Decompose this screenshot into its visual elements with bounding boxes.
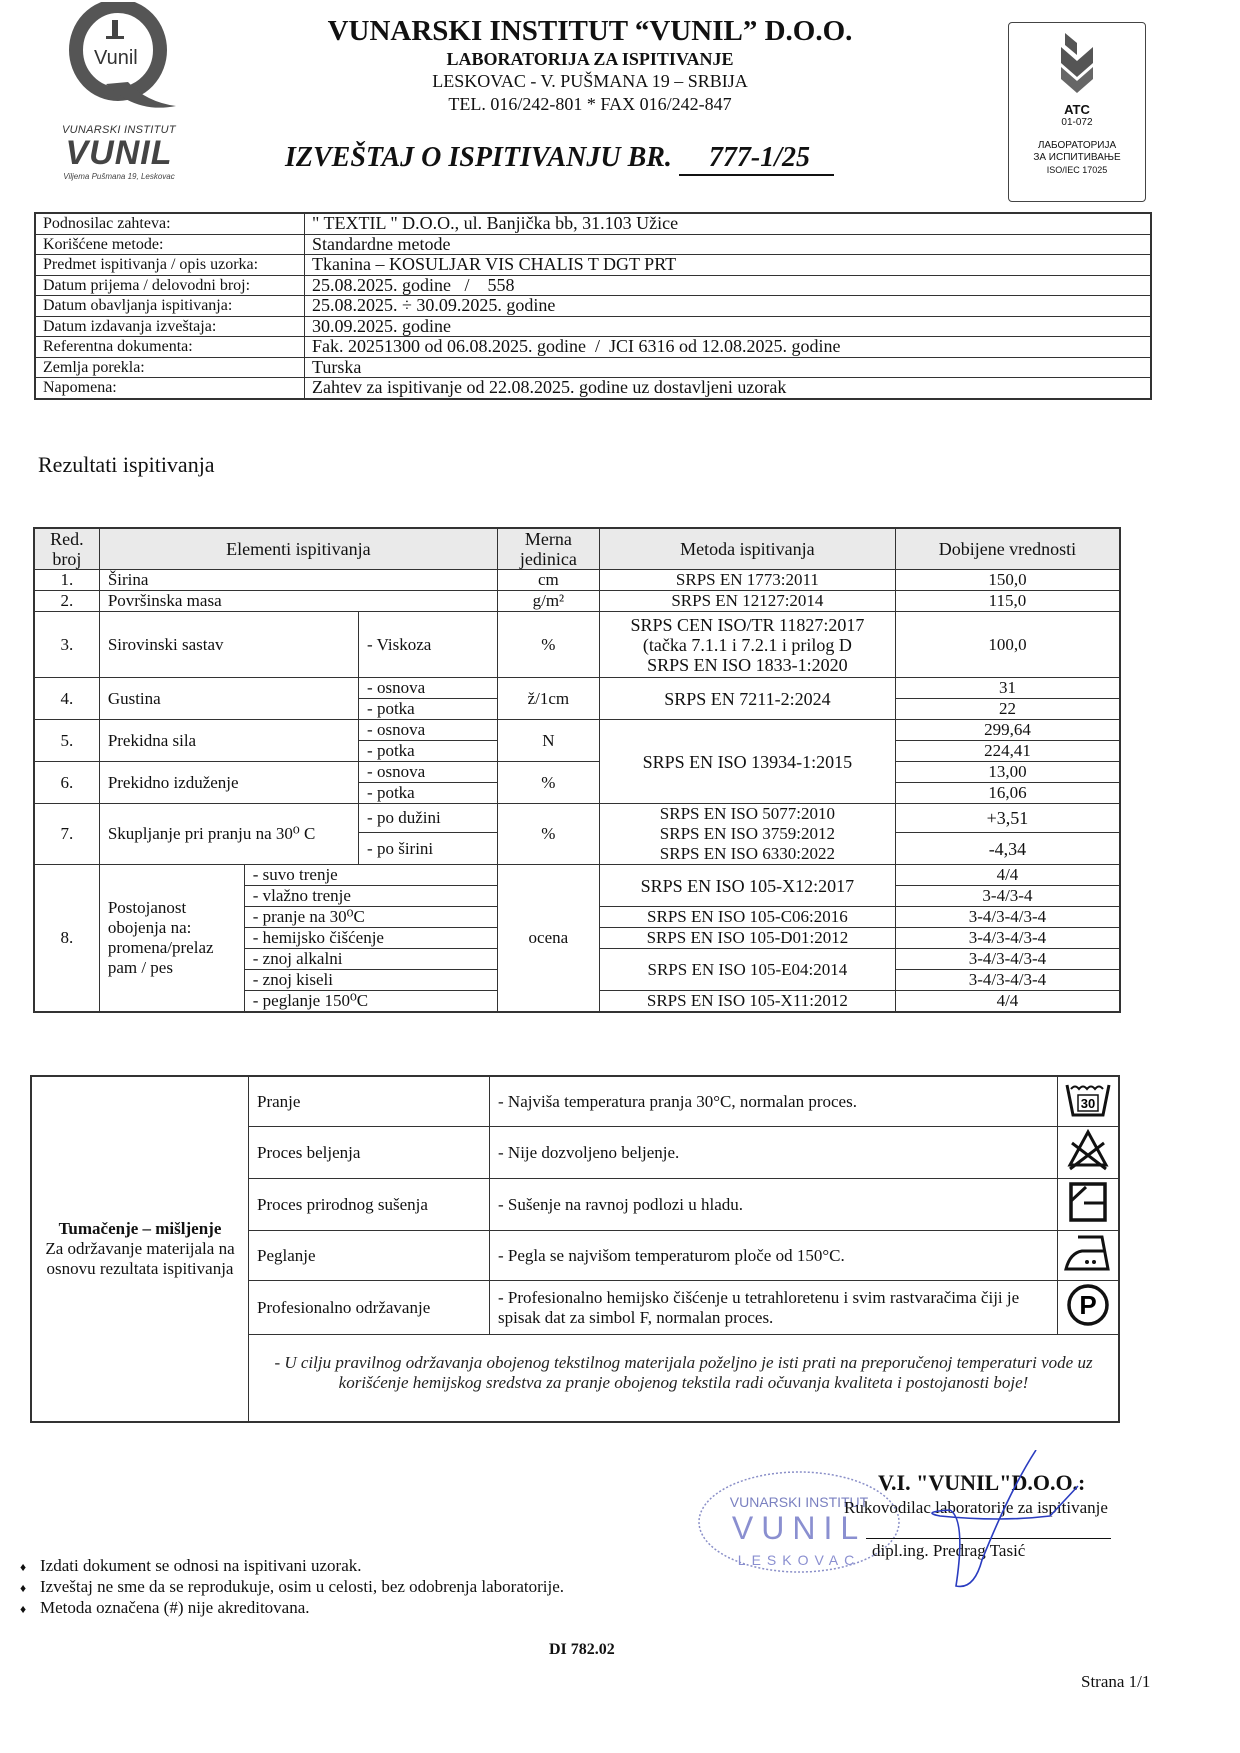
institute-logo (48, 0, 188, 190)
info-value: Standardne metode (305, 234, 1152, 255)
care-note: - U cilju pravilnog održavanja obojenog tekstilnog materijala poželjno je isti prati na preporučenoj temperaturi vode uz korišćenje hemijskog sredstva za pranje obojenog tekstila radi očuvanja kvaliteta i postojanosti boje! (249, 1335, 1120, 1423)
care-name: Proces prirodnog sušenja (249, 1179, 490, 1231)
info-value: Tkanina – KOSULJAR VIS CHALIS T DGT PRT (305, 255, 1152, 276)
dry-flat-shade-icon (1068, 1181, 1108, 1223)
row-number: 5. (34, 720, 99, 762)
disclaimer-item (6, 1556, 564, 1577)
care-row (31, 1076, 1119, 1127)
info-label: Referentna dokumenta: (35, 337, 305, 358)
col-header-value: Dobijene vrednosti (895, 528, 1120, 570)
value: -4,34 (895, 833, 1120, 865)
care-name: Peglanje (249, 1231, 490, 1281)
diamond-bullet-icon: ♦ (19, 1602, 27, 1616)
method: SRPS EN ISO 105-X12:2017 (599, 865, 895, 907)
element-sub: - osnova (359, 678, 498, 699)
info-row (35, 316, 1151, 337)
care-name: Profesionalno održavanje (249, 1281, 490, 1335)
info-value: 25.08.2025. ÷ 30.09.2025. godine (305, 296, 1152, 317)
row-number: 2. (34, 591, 99, 612)
atc-label: ATC (1064, 102, 1090, 117)
disclaimer-list (6, 1556, 564, 1619)
info-label: Napomena: (35, 378, 305, 399)
report-label: IZVEŠTAJ O ISPITIVANJU BR. (285, 142, 672, 173)
page-number: Strana 1/1 (1081, 1672, 1151, 1691)
info-row (35, 213, 1151, 234)
element-sub: - znoj alkalni (244, 949, 497, 970)
accreditation-line1: ЛАБОРАТОРИЈА (1037, 140, 1117, 151)
element-name: Postojanost obojenja na: promena/prelaz pam / pes (99, 865, 244, 1013)
value: 100,0 (895, 612, 1120, 678)
care-name: Proces beljenja (249, 1127, 490, 1179)
request-info-table (34, 212, 1152, 400)
element-sub: - vlažno trenje (244, 886, 497, 907)
element-sub: - potka (359, 783, 498, 804)
info-row (35, 275, 1151, 296)
disclaimer-item (6, 1577, 564, 1598)
info-label: Predmet ispitivanja / opis uzorka: (35, 255, 305, 276)
method: SRPS EN 12127:2014 (599, 591, 895, 612)
unit: % (497, 762, 599, 804)
value: 4/4 (895, 991, 1120, 1013)
info-row (35, 357, 1151, 378)
logo-subtitle: VUNARSKI INSTITUT (62, 124, 176, 136)
accreditation-badge (1008, 22, 1146, 202)
row-number: 4. (34, 678, 99, 720)
table-row (34, 762, 1120, 783)
row-number: 3. (34, 612, 99, 678)
no-bleach-icon (1066, 1129, 1110, 1171)
disclaimer-text: Metoda označena (#) nije akreditovana. (40, 1598, 310, 1617)
element-sub: - po dužini (359, 804, 498, 833)
value: 150,0 (895, 570, 1120, 591)
method: SRPS EN ISO 105-C06:2016 (599, 907, 895, 928)
element-name: Sirovinski sastav (99, 612, 358, 678)
logo-wordmark: VUNIL (54, 136, 184, 170)
info-label: Podnosilac zahteva: (35, 213, 305, 234)
method-line: SRPS EN ISO 1833-1:2020 (647, 654, 848, 675)
care-desc: - Nije dozvoljeno beljenje. (490, 1127, 1058, 1179)
element-sub: - osnova (359, 762, 498, 783)
interpretation-text: Za održavanje materijala na osnovu rezultata ispitivanja (45, 1239, 235, 1278)
interpretation-cell (31, 1076, 249, 1422)
method: SRPS EN ISO 105-E04:2014 (599, 949, 895, 991)
info-value: Turska (305, 357, 1152, 378)
results-header-row (34, 528, 1120, 570)
stamp-text: LESKOVAC (737, 1552, 861, 1568)
row-number: 8. (34, 865, 99, 1013)
table-row (34, 720, 1120, 741)
value: 115,0 (895, 591, 1120, 612)
diamond-bullet-icon: ♦ (19, 1560, 27, 1574)
diamond-bullet-icon: ♦ (19, 1581, 27, 1595)
value: +3,51 (895, 804, 1120, 833)
info-row (35, 378, 1151, 399)
info-value: 30.09.2025. godine (305, 316, 1152, 337)
report-number: 777-1/25 (679, 142, 834, 176)
institute-address: LESKOVAC - V. PUŠMANA 19 – SRBIJA (432, 71, 748, 91)
table-row (34, 591, 1120, 612)
value: 4/4 (895, 865, 1120, 886)
table-row (34, 612, 1120, 678)
lab-name: LABORATORIJA ZA ISPITIVANJE (446, 49, 734, 69)
method-line: SRPS EN ISO 3759:2012 (659, 824, 836, 843)
value: 3-4/3-4/3-4 (895, 949, 1120, 970)
care-desc: - Profesionalno hemijsko čišćenje u tetrahloretenu i svim rastvaračima čiji je spisak dat za simbol F, normalan proces. (490, 1281, 1058, 1335)
method: SRPS EN 1773:2011 (599, 570, 895, 591)
signature-role: Rukovodilac laboratorije za ispitivanje (844, 1498, 1108, 1517)
disclaimer-item (6, 1598, 564, 1619)
unit: g/m² (497, 591, 599, 612)
signature-company: V.I. "VUNIL"D.O.O.: (878, 1470, 1086, 1495)
method: SRPS EN ISO 105-D01:2012 (599, 928, 895, 949)
disclaimer-text: Izdati dokument se odnosi na ispitivani uzorak. (40, 1556, 362, 1575)
method-line: SRPS EN ISO 6330:2022 (659, 844, 836, 863)
accreditation-standard: ISO/IEC 17025 (1046, 165, 1108, 175)
signature-name: dipl.ing. Predrag Tasić (872, 1541, 1026, 1560)
unit: ocena (497, 865, 599, 1013)
accreditation-line2: ЗА ИСПИТИВАЊЕ (1033, 152, 1121, 163)
document-code: DI 782.02 (549, 1641, 615, 1658)
element-sub: - potka (359, 741, 498, 762)
unit: N (497, 720, 599, 762)
disclaimer-text: Izveštaj ne sme da se reprodukuje, osim u celosti, bez odobrenja laboratorije. (40, 1577, 564, 1596)
institute-phone: TEL. 016/242-801 * FAX 016/242-847 (448, 94, 732, 114)
info-label: Zemlja porekla: (35, 357, 305, 378)
wash-temp-text: 30 (1080, 1096, 1096, 1111)
info-label: Datum obavljanja ispitivanja: (35, 296, 305, 317)
element-name: Prekidna sila (99, 720, 358, 762)
handwritten-signature (900, 1450, 1080, 1600)
col-header-unit: Merna jedinica (497, 528, 599, 570)
info-row (35, 337, 1151, 358)
element-sub: - peglanje 150⁰C (244, 991, 497, 1013)
value: 299,64 (895, 720, 1120, 741)
value: 22 (895, 699, 1120, 720)
method: SRPS EN ISO 105-X11:2012 (599, 991, 895, 1013)
element-sub: - Viskoza (359, 612, 498, 678)
info-label: Korišćene metode: (35, 234, 305, 255)
col-header-no: Red. broj (34, 528, 99, 570)
element-name: Prekidno izduženje (99, 762, 358, 804)
method (599, 612, 895, 678)
logo-address: Viljema Pušmana 19, Leskovac (63, 172, 175, 181)
results-heading: Rezultati ispitivanja (38, 452, 215, 477)
table-row (34, 804, 1120, 833)
wash-30-icon (1065, 1079, 1111, 1119)
table-row (34, 570, 1120, 591)
method: SRPS EN 7211-2:2024 (599, 678, 895, 720)
dry-clean-letter: P (1079, 1290, 1097, 1320)
care-desc: - Sušenje na ravnoj podlozi u hladu. (490, 1179, 1058, 1231)
element-sub: - znoj kiseli (244, 970, 497, 991)
element-sub: - potka (359, 699, 498, 720)
unit: % (497, 804, 599, 865)
element-name: Površinska masa (99, 591, 497, 612)
method: SRPS EN ISO 13934-1:2015 (599, 720, 895, 804)
value: 3-4/3-4/3-4 (895, 970, 1120, 991)
element-sub: - po širini (359, 833, 498, 865)
info-value: Zahtev za ispitivanje od 22.08.2025. godine uz dostavljeni uzorak (305, 378, 1152, 399)
svg-text:Vunil: Vunil (94, 47, 138, 69)
unit: ž/1cm (497, 678, 599, 720)
info-row (35, 296, 1151, 317)
method-line: SRPS CEN ISO/TR 11827:2017 (630, 614, 865, 635)
care-desc: - Najviša temperatura pranja 30°C, normalan proces. (490, 1076, 1058, 1127)
element-name: Širina (99, 570, 497, 591)
info-value: Fak. 20251300 od 06.08.2025. godine / JCI 6316 od 12.08.2025. godine (305, 337, 1152, 358)
institute-name: VUNARSKI INSTITUT “VUNIL” D.O.O. (327, 15, 853, 47)
element-name: Gustina (99, 678, 358, 720)
atc-chevron-icon (1057, 33, 1097, 95)
value: 31 (895, 678, 1120, 699)
report-title (285, 142, 834, 176)
info-value: 25.08.2025. godine / 558 (305, 275, 1152, 296)
q-logo-icon (66, 2, 178, 114)
unit: % (497, 612, 599, 678)
info-row (35, 255, 1151, 276)
value: 13,00 (895, 762, 1120, 783)
info-value: " TEXTIL " D.O.O., ul. Banjička bb, 31.103 Užice (305, 213, 1152, 234)
method (599, 804, 895, 865)
method-line: (tačka 7.1.1 i 7.2.1 i prilog D (642, 634, 852, 655)
method-line: SRPS EN ISO 5077:2010 (659, 804, 836, 823)
care-instructions-table (30, 1075, 1120, 1423)
col-header-method: Metoda ispitivanja (599, 528, 895, 570)
element-sub: - osnova (359, 720, 498, 741)
iron-two-dots-icon (1064, 1233, 1112, 1273)
value: 3-4/3-4/3-4 (895, 907, 1120, 928)
stamp-text: VUNARSKI INSTITUT (729, 1494, 869, 1510)
info-row (35, 234, 1151, 255)
value: 3-4/3-4/3-4 (895, 928, 1120, 949)
value: 3-4/3-4 (895, 886, 1120, 907)
row-number: 6. (34, 762, 99, 804)
unit: cm (497, 570, 599, 591)
results-table (33, 527, 1121, 1013)
element-sub: - pranje na 30⁰C (244, 907, 497, 928)
care-desc: - Pegla se najvišom temperaturom ploče od 150°C. (490, 1231, 1058, 1281)
info-label: Datum izdavanja izveštaja: (35, 316, 305, 337)
value: 224,41 (895, 741, 1120, 762)
atc-code: 01-072 (1061, 117, 1093, 128)
row-number: 7. (34, 804, 99, 865)
letterhead (290, 14, 890, 116)
element-name: Skupljanje pri pranju na 30⁰ C (99, 804, 358, 865)
dry-clean-p-icon (1066, 1283, 1110, 1327)
info-label: Datum prijema / delovodni broj: (35, 275, 305, 296)
table-row (34, 865, 1120, 886)
col-header-element: Elementi ispitivanja (99, 528, 497, 570)
table-row (34, 678, 1120, 699)
interpretation-title: Tumačenje – mišljenje (58, 1219, 222, 1238)
row-number: 1. (34, 570, 99, 591)
stamp-text: VUNIL (731, 1510, 867, 1546)
care-name: Pranje (249, 1076, 490, 1127)
element-sub: - hemijsko čišćenje (244, 928, 497, 949)
value: 16,06 (895, 783, 1120, 804)
element-sub: - suvo trenje (244, 865, 497, 886)
